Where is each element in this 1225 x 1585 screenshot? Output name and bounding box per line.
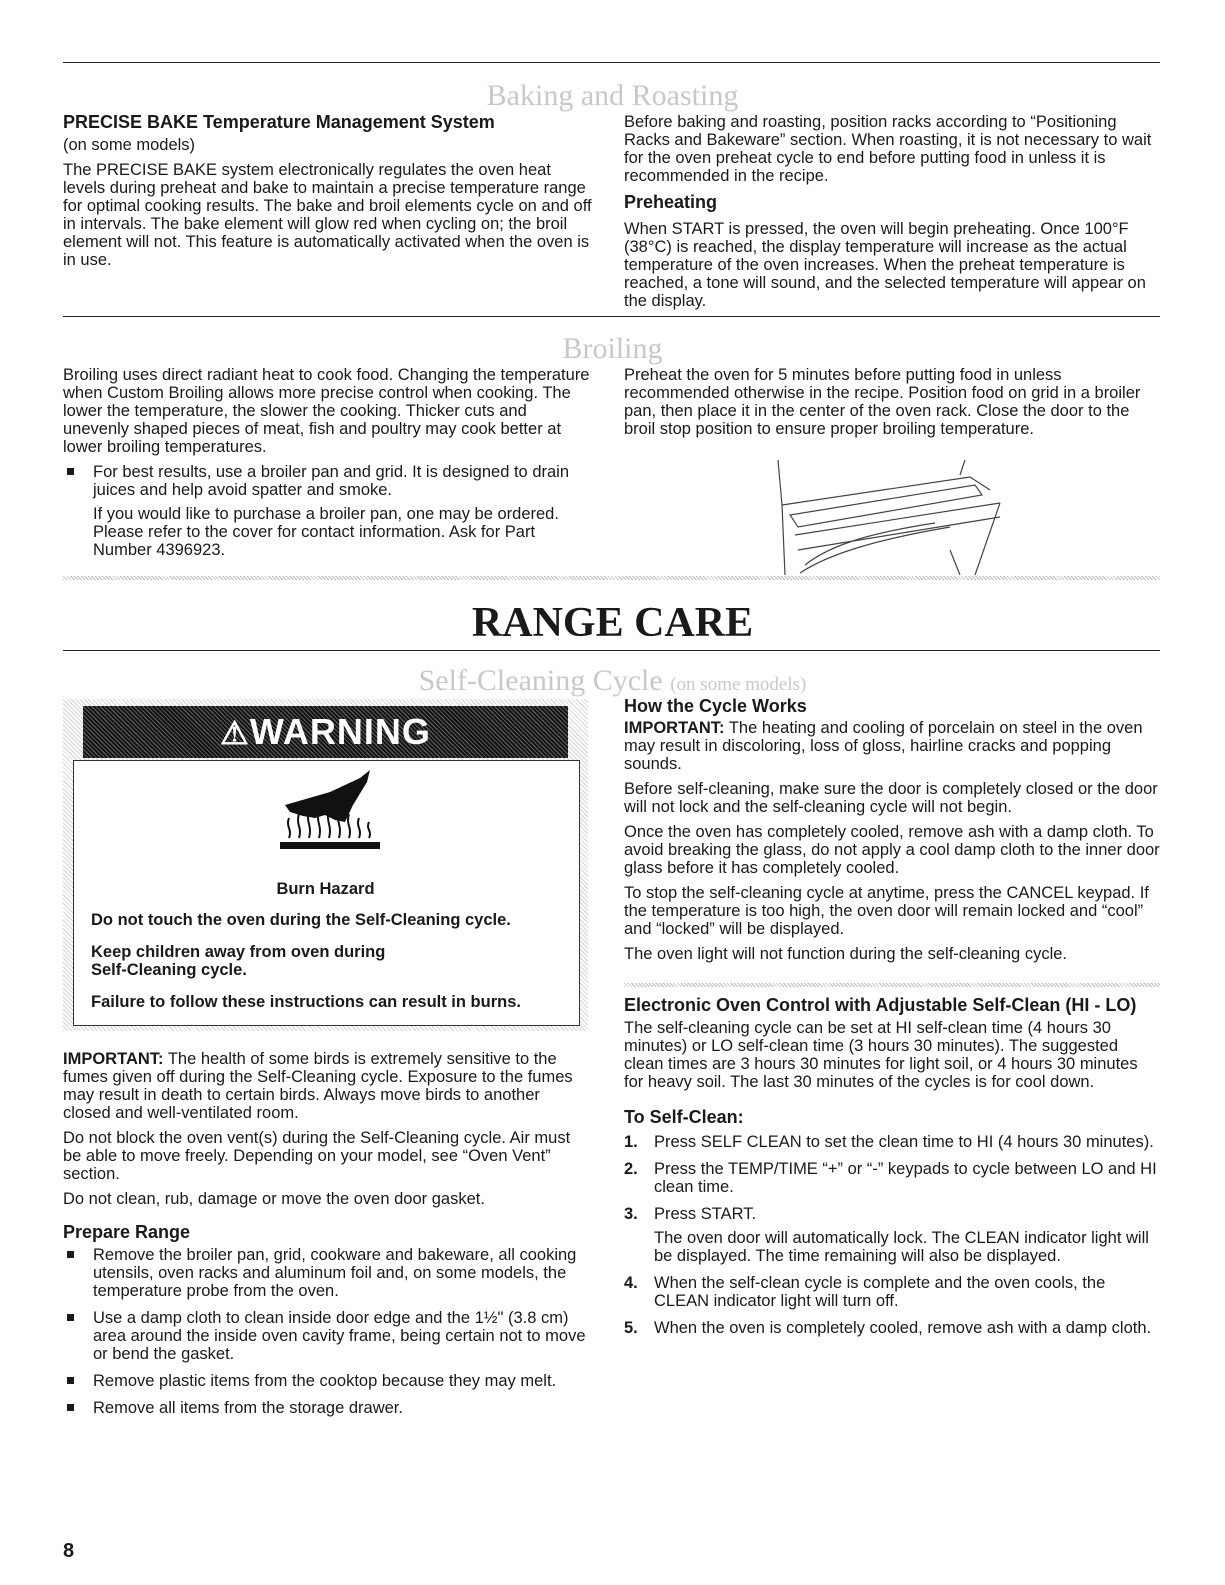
baking-right-body: Before baking and roasting, position racks according to “Positioning Racks and Bakeware” section. When roasting, it is not necessary to wait for the oven preheat cycle to end before putting food in unless it is recommended in the recipe. xyxy=(624,113,1152,185)
broiling-bullet xyxy=(63,463,593,559)
broiling-right-body: Preheat the oven for 5 minutes before putting food in unless recommended otherwise in the recipe. Position food on grid in a broiler pan, then place it in the center of the oven rack. Close the door to the broil stop position to ensure proper broiling temperature. xyxy=(624,366,1141,438)
step-text: Press the TEMP/TIME “+” or “-” keypads to cycle between LO and HI clean time. xyxy=(654,1160,1157,1196)
broiling-rule xyxy=(63,316,1160,317)
self-cleaning-title-suffix: (on some models) xyxy=(670,674,807,695)
broiling-left-body: Broiling uses direct radiant heat to cook food. Changing the temperature when Custom Broiling allows more precise control when cooking. The lower the temperature, the slower the cooking. Thicker cuts and unevenly shaped pieces of meat, fish and poultry may cook better at lower broiling temperatures. xyxy=(63,366,590,456)
list-item: Remove the broiler pan, grid, cookware and bakeware, all cooking utensils, oven racks and aluminum foil and, on some models, the temperature probe from the oven. xyxy=(63,1246,591,1300)
warning-line-1: Do not touch the oven during the Self-Cleaning cycle. xyxy=(91,911,511,929)
self-clean-steps xyxy=(624,1133,1160,1337)
list-item: Remove plastic items from the cooktop because they may melt. xyxy=(63,1372,591,1390)
birds-important-paragraph xyxy=(63,1050,591,1122)
birds-important-text: The health of some birds is extremely sensitive to the fumes given off during the Self-Cleaning cycle. Exposure to the fumes may result in death to certain birds. Always move birds to another closed and well-ventilated room. xyxy=(63,1050,573,1122)
warning-triangle-icon: ⚠ xyxy=(220,715,250,751)
list-item: Remove all items from the storage drawer. xyxy=(63,1399,591,1417)
warning-line-3: Failure to follow these instructions can result in burns. xyxy=(91,993,521,1011)
precise-bake-body: The PRECISE BAKE system electronically regulates the oven heat levels during preheat and bake to maintain a precise temperature range for optimal cooking results. The bake and broil elements cycle on and off in intervals. The bake element will glow red when cycling on; the broil element will not. This feature is automatically activated when the oven is in use. xyxy=(63,161,592,269)
step-number: 5. xyxy=(624,1319,638,1337)
list-item xyxy=(624,1319,1160,1337)
broiling-right-column xyxy=(624,366,1160,445)
broiling-bullet-list xyxy=(63,463,593,559)
warning-label: WARNING xyxy=(249,711,431,752)
prepare-range-list xyxy=(63,1246,591,1417)
list-item xyxy=(624,1133,1160,1151)
burn-hazard-title: Burn Hazard xyxy=(276,880,375,898)
step-text: Press SELF CLEAN to set the clean time to HI (4 hours 30 minutes). xyxy=(654,1133,1154,1151)
top-rule xyxy=(63,62,1160,63)
range-care-title: RANGE CARE xyxy=(471,600,754,646)
how-paragraph-5: The oven light will not function during the self-cleaning cycle. xyxy=(624,945,1067,963)
step-number: 3. xyxy=(624,1205,638,1223)
eoc-divider xyxy=(624,983,1160,987)
to-self-clean-heading: To Self-Clean: xyxy=(624,1107,744,1127)
broiling-bullet-text: For best results, use a broiler pan and grid. It is designed to drain juices and help avoid spatter and smoke. xyxy=(93,463,570,499)
how-important-label: IMPORTANT: xyxy=(624,719,725,737)
step-text: When the self-clean cycle is complete and the oven cools, the CLEAN indicator light will turn off. xyxy=(654,1274,1106,1310)
eoc-heading: Electronic Oven Control with Adjustable Self-Clean (HI - LO) xyxy=(624,995,1137,1015)
section-title-baking: Baking and Roasting xyxy=(486,79,739,112)
how-paragraph-2: Before self-cleaning, make sure the door is completely closed or the door will not lock and the self-cleaning cycle will not begin. xyxy=(624,780,1158,816)
section-title-broiling: Broiling xyxy=(562,332,663,365)
baking-left-column xyxy=(63,112,593,276)
warning-header xyxy=(83,706,568,758)
list-item xyxy=(624,1205,1160,1265)
baking-right-column xyxy=(624,113,1160,317)
precise-bake-subheading: (on some models) xyxy=(63,136,196,154)
self-clean-left-column xyxy=(63,1050,591,1426)
page-number: 8 xyxy=(63,1540,75,1562)
how-important-text: The heating and cooling of porcelain on steel in the oven may result in discoloring, loss of gloss, hairline cracks and popping sounds. xyxy=(624,719,1143,773)
how-paragraph-4: To stop the self-cleaning cycle at anytime, press the CANCEL keypad. If the temperature is too high, the oven door will remain locked and “cool” and “locked” will be displayed. xyxy=(624,884,1149,938)
broil-stop-door-illustration xyxy=(760,455,1010,580)
step-number: 1. xyxy=(624,1133,638,1151)
eoc-body: The self-cleaning cycle can be set at HI self-clean time (4 hours 30 minutes) or LO self-clean time (3 hours 30 minutes). The suggested clean times are 3 hours 30 minutes for light soil, or 4 hours 30 minutes for heavy soil. The last 30 minutes of the cycles is for cool down. xyxy=(624,1019,1138,1091)
list-item xyxy=(624,1160,1160,1196)
how-paragraph-3: Once the oven has completely cooled, remove ash with a damp cloth. To avoid breaking the glass, do not apply a cool damp cloth to the inner door glass before it has completely cooled. xyxy=(624,823,1160,877)
oven-vent-paragraph: Do not block the oven vent(s) during the Self-Cleaning cycle. Air must be able to move freely. Depending on your model, see “Oven Vent” section. xyxy=(63,1129,571,1183)
step-number: 4. xyxy=(624,1274,638,1292)
hot-surface-hand-icon xyxy=(275,770,385,855)
self-clean-right-column xyxy=(624,696,1160,970)
warning-line-2: Keep children away from oven during Self-Cleaning cycle. xyxy=(91,943,386,979)
list-item xyxy=(624,1274,1160,1310)
broiler-pan-note: If you would like to purchase a broiler pan, one may be ordered. Please refer to the cover for contact information. Ask for Part Number 4396923. xyxy=(93,505,559,559)
prepare-range-heading: Prepare Range xyxy=(63,1222,191,1242)
step-text: Press START. xyxy=(654,1205,757,1223)
list-item: Use a damp cloth to clean inside door edge and the 1½" (3.8 cm) area around the inside oven cavity frame, being certain not to move or bend the gasket. xyxy=(63,1309,591,1363)
birds-important-label: IMPORTANT: xyxy=(63,1050,164,1068)
gasket-paragraph: Do not clean, rub, damage or move the oven door gasket. xyxy=(63,1190,485,1208)
step-note: The oven door will automatically lock. The CLEAN indicator light will be displayed. The time remaining will also be displayed. xyxy=(654,1229,1149,1265)
step-text: When the oven is completely cooled, remove ash with a damp cloth. xyxy=(654,1319,1152,1337)
broiling-divider xyxy=(63,576,1160,580)
how-cycle-works-heading: How the Cycle Works xyxy=(624,696,807,716)
range-care-rule xyxy=(63,650,1160,651)
precise-bake-heading: PRECISE BAKE Temperature Management System xyxy=(63,112,495,132)
eoc-column xyxy=(624,995,1160,1346)
preheating-body: When START is pressed, the oven will begin preheating. Once 100°F (38°C) is reached, the display temperature will increase as the actual temperature of the oven increases. When the preheat temperature is reached, a tone will sound, and the selected temperature will appear on the display. xyxy=(624,220,1146,310)
how-important-paragraph xyxy=(624,719,1160,773)
step-number: 2. xyxy=(624,1160,638,1178)
self-cleaning-title-text: Self-Cleaning Cycle xyxy=(418,664,663,697)
preheating-heading: Preheating xyxy=(624,192,718,212)
broiling-left-column xyxy=(63,366,593,568)
